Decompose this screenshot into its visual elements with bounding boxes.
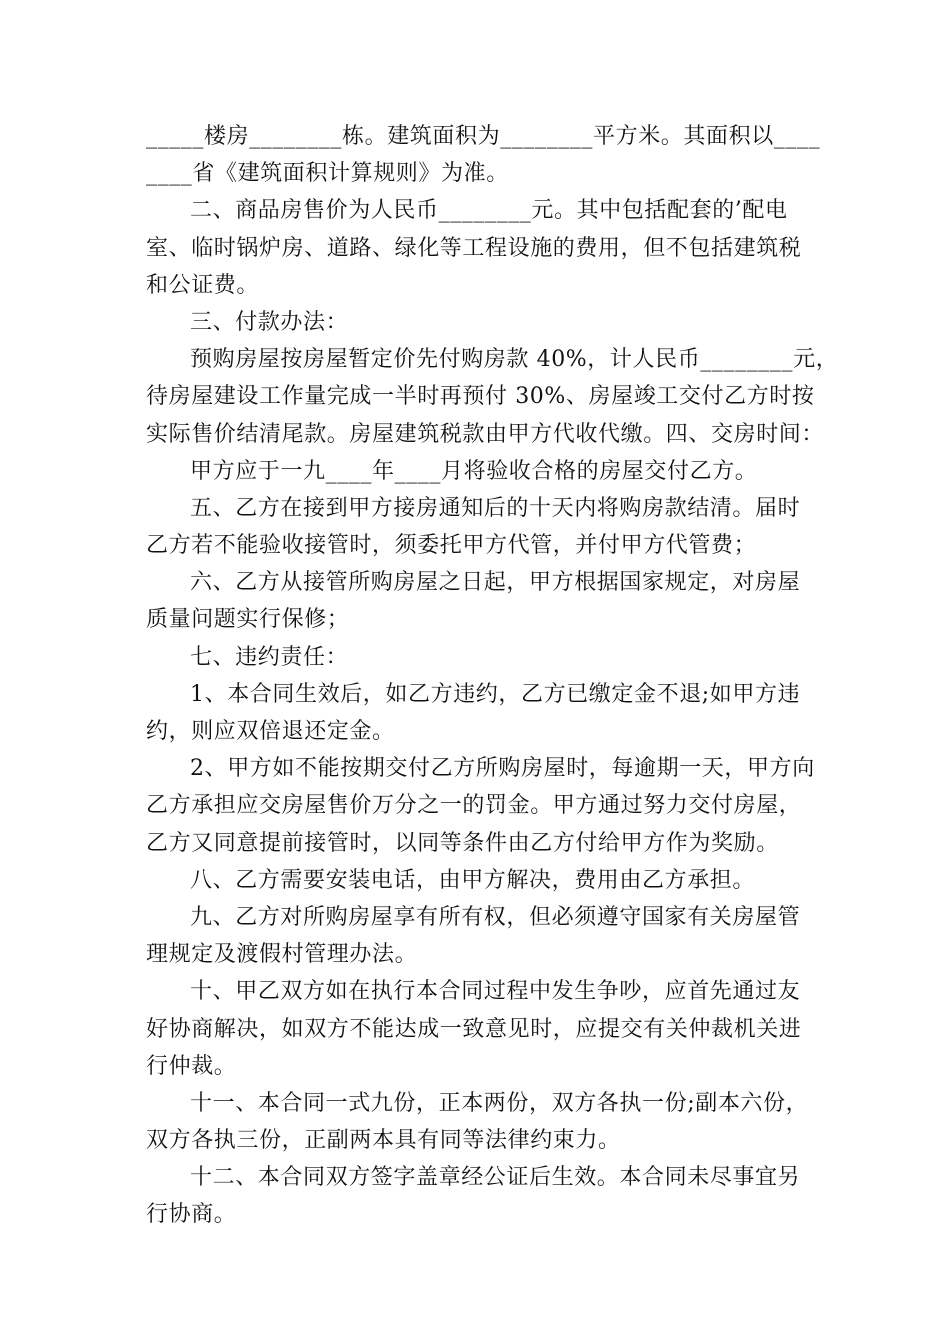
text-line: 甲方应于一九____年____月将验收合格的房屋交付乙方。 xyxy=(190,458,758,484)
text-line: 待房屋建设工作量完成一半时再预付 30%、房屋竣工交付乙方时按 xyxy=(146,384,815,410)
text-line: ____省《建筑面积计算规则》为准。 xyxy=(146,161,509,187)
text-line: 室、临时锅炉房、道路、绿化等工程设施的费用，但不包括建筑税 xyxy=(146,235,802,261)
text-line: 乙方承担应交房屋售价万分之一的罚金。甲方通过努力交付房屋， xyxy=(146,793,802,819)
text-line: 实际售价结清尾款。房屋建筑税款由甲方代收代缴。四、交房时间： xyxy=(146,421,825,447)
text-line: 约，则应双倍退还定金。 xyxy=(146,719,395,744)
text-line: _____楼房________栋。建筑面积为________平方米。其面积以____ xyxy=(146,124,821,149)
text-line: 三、付款办法： xyxy=(190,309,349,335)
text-line: 行仲裁。 xyxy=(146,1053,237,1079)
text-line: 乙方若不能验收接管时，须委托甲方代管，并付甲方代管费； xyxy=(146,533,757,559)
text-line: 五、乙方在接到甲方接房通知后的十天内将购房款结清。届时 xyxy=(190,495,801,521)
text-line: 十一、本合同一式九份，正本两份，双方各执一份;副本六份， xyxy=(190,1090,809,1116)
text-line: 九、乙方对所购房屋享有所有权，但必须遵守国家有关房屋管 xyxy=(190,904,801,930)
text-line: 十、甲乙双方如在执行本合同过程中发生争吵，应首先通过友 xyxy=(190,979,801,1005)
text-line: 好协商解决，如双方不能达成一致意见时，应提交有关仲裁机关进 xyxy=(146,1016,802,1042)
text-line: 十二、本合同双方签字盖章经公证后生效。本合同未尽事宜另 xyxy=(190,1165,801,1191)
text-line: 预购房屋按房屋暂定价先付购房款 40%，计人民币________元， xyxy=(190,347,839,373)
text-line: 理规定及渡假村管理办法。 xyxy=(146,942,418,968)
text-line: 八、乙方需要安装电话，由甲方解决，费用由乙方承担。 xyxy=(190,867,756,893)
text-line: 2、甲方如不能按期交付乙方所购房屋时，每逾期一天，甲方向 xyxy=(190,756,815,782)
text-line: 行协商。 xyxy=(146,1202,237,1228)
text-line: 六、乙方从接管所购房屋之日起，甲方根据国家规定，对房屋 xyxy=(190,570,801,596)
text-line: 乙方又同意提前接管时，以同等条件由乙方付给甲方作为奖励。 xyxy=(146,830,779,856)
text-line: 质量问题实行保修； xyxy=(146,607,350,633)
text-line: 七、违约责任： xyxy=(190,644,349,670)
text-line: 1、本合同生效后，如乙方违约，乙方已缴定金不退;如甲方违 xyxy=(190,681,801,707)
text-line: 双方各执三份，正副两本具有同等法律约束力。 xyxy=(146,1128,621,1154)
text-line: 二、商品房售价为人民币________元。其中包括配套的’配电 xyxy=(190,198,788,224)
text-line: 和公证费。 xyxy=(146,272,260,298)
